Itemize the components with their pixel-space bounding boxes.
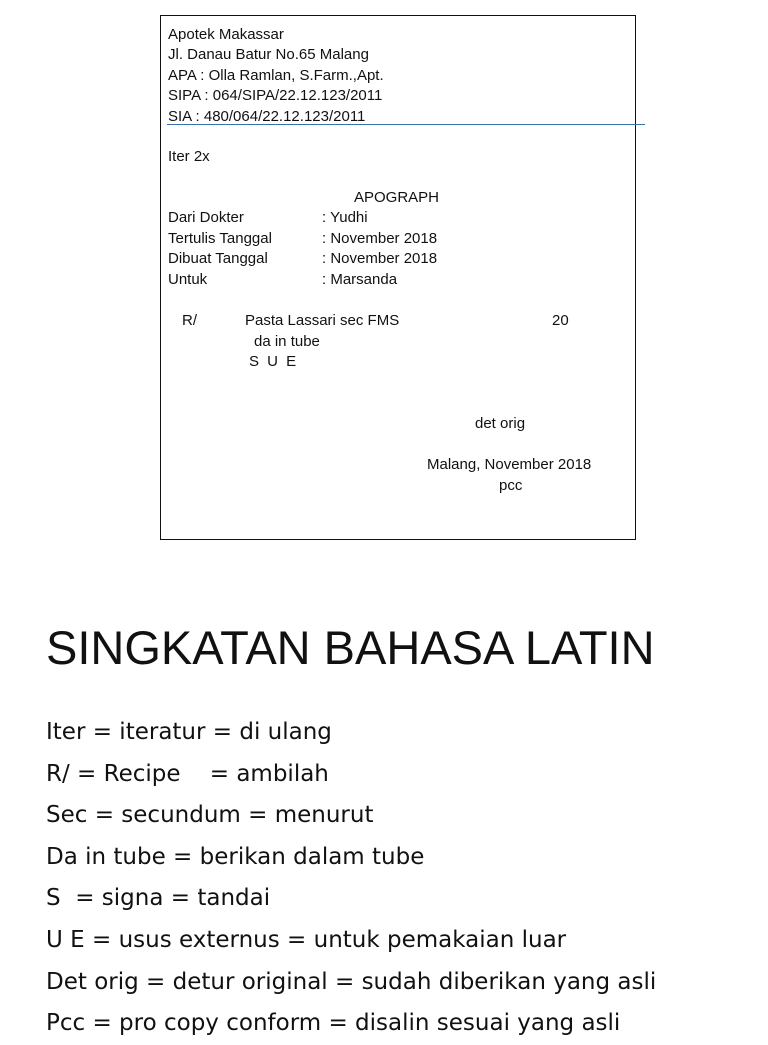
- det-orig-note: det orig: [475, 415, 526, 432]
- section-title: SINGKATAN BAHASA LATIN: [46, 621, 655, 674]
- pharmacy-name: Apotek Makassar: [168, 26, 284, 43]
- list-item: Pcc = pro copy conform = disalin sesuai yang asli: [46, 1010, 621, 1037]
- apograph-document: [160, 15, 636, 540]
- recipe-symbol: R/: [182, 312, 197, 329]
- info-value: : Yudhi: [322, 209, 368, 226]
- info-row-written-date: [168, 229, 437, 250]
- info-value: : November 2018: [322, 229, 438, 247]
- pharmacist-apa: APA : Olla Ramlan, S.Farm.,Apt.: [168, 66, 384, 84]
- info-value: : November 2018: [322, 250, 438, 267]
- pharmacy-address: Jl. Danau Batur No.65 Malang: [168, 46, 369, 64]
- recipe-signa: S U E: [249, 353, 299, 370]
- pharmacy-header: [168, 25, 384, 127]
- pharmacist-sipa: SIPA : 064/SIPA/22.12.123/2011: [168, 87, 383, 105]
- list-item: S = signa = tandai: [46, 885, 271, 912]
- list-item: Det orig = detur original = sudah diberikan yang asli: [46, 968, 657, 995]
- pharmacy-sia: SIA : 480/064/22.12.123/2011: [168, 107, 366, 125]
- list-item: Da in tube = berikan dalam tube: [46, 843, 425, 870]
- prescription-info: [168, 208, 437, 290]
- info-label: Untuk: [168, 270, 208, 288]
- recipe-quantity: 20: [552, 312, 569, 329]
- pcc-note: pcc: [499, 477, 523, 494]
- info-row-doctor: [168, 208, 437, 229]
- info-row-made-date: [168, 249, 437, 270]
- apograph-title: APOGRAPH: [354, 189, 440, 206]
- header-divider: [167, 124, 645, 125]
- info-label: Dari Dokter: [168, 209, 244, 226]
- list-item: Sec = secundum = menurut: [46, 802, 374, 829]
- place-date: Malang, November 2018: [427, 456, 592, 473]
- info-label: Tertulis Tanggal: [168, 229, 272, 247]
- abbreviation-list: [46, 712, 656, 1045]
- list-item: U E = usus externus = untuk pemakaian luar: [46, 926, 567, 953]
- info-value: : Marsanda: [322, 270, 398, 288]
- list-item: Iter = iteratur = di ulang: [46, 719, 332, 745]
- recipe-instruction: da in tube: [254, 333, 320, 350]
- iter-label: Iter 2x: [168, 148, 210, 165]
- info-label: Dibuat Tanggal: [168, 250, 268, 267]
- info-row-patient: [168, 270, 437, 291]
- recipe-drug: Pasta Lassari sec FMS: [245, 312, 400, 329]
- list-item: R/ = Recipe = ambilah: [46, 760, 329, 787]
